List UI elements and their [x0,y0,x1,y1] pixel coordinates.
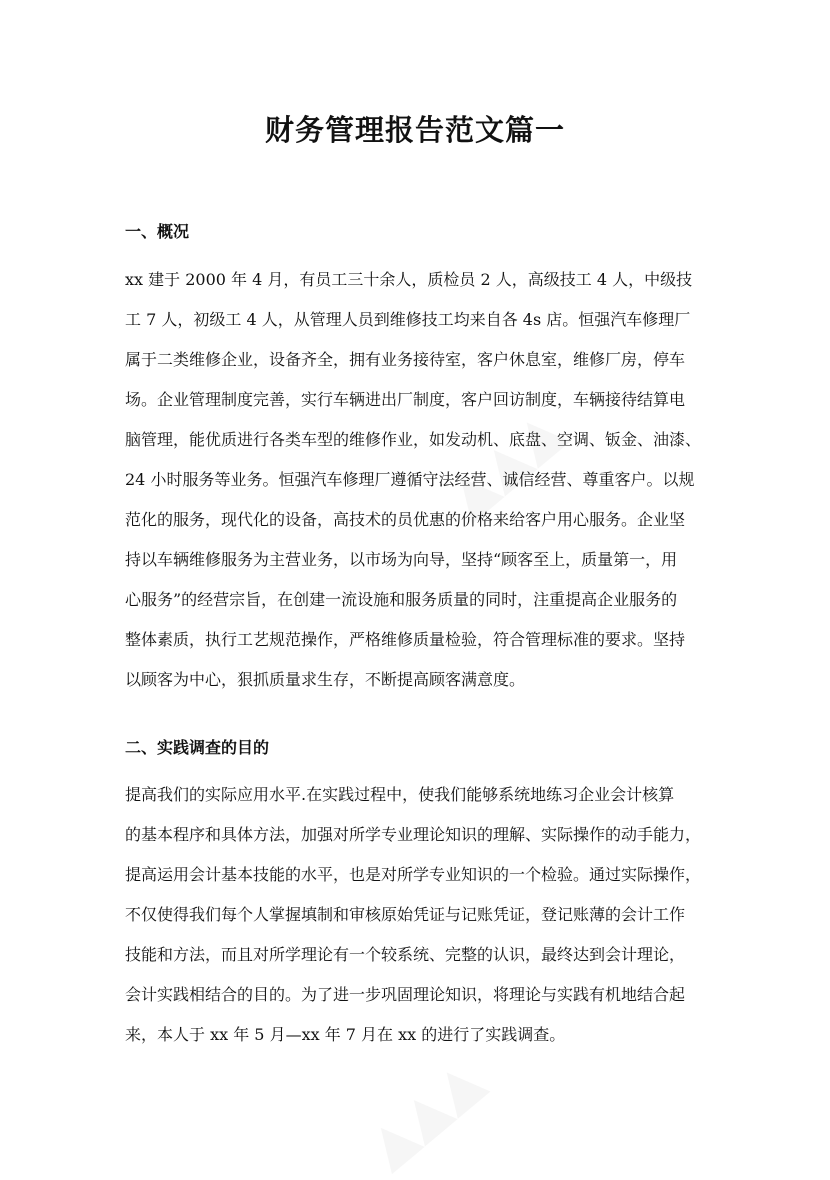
section-paragraph [125,775,710,1055]
section-heading: 二、实践调查的目的 [125,738,270,757]
text-line: 提高运用会计基本技能的水平，也是对所学专业知识的一个检验。通过实际操作， [125,865,702,884]
text-line: 心服务”的经营宗旨，在创建一流设施和服务质量的同时，注重提高企业服务的 [125,590,678,609]
text-line: 脑管理，能优质进行各类车型的维修作业，如发动机、底盘、空调、钣金、油漆、 [125,430,702,449]
text-line: 以顾客为中心，狠抓质量求生存，不断提高顾客满意度。 [125,670,526,689]
text-line: 持以车辆维修服务为主营业务，以市场为向导，坚持“顾客至上，质量第一，用 [125,550,678,569]
section-overview [125,222,710,700]
text-line: xx 建于 2000 年 4 月，有员工三十余人，质检员 2 人，高级技工 4 人，中级技 [125,270,693,289]
text-line: 场。企业管理制度完善，实行车辆进出厂制度，客户回访制度，车辆接待结算电 [125,390,686,409]
text-line: 技能和方法，而且对所学理论有一个较系统、完整的认识，最终达到会计理论， [125,945,686,964]
text-line: 不仅使得我们每个人掌握填制和审核原始凭证与记账凭证，登记账薄的会计工作 [125,905,686,924]
section-paragraph [125,260,710,700]
text-line: 属于二类维修企业，设备齐全，拥有业务接待室，客户休息室，维修厂房，停车 [125,350,686,369]
document-title: 财务管理报告范文篇一 [264,113,565,147]
text-line: 整体素质，执行工艺规范操作，严格维修质量检验，符合管理标准的要求。坚持 [125,630,686,649]
text-line: 24 小时服务等业务。恒强汽车修理厂遵循守法经营、诚信经营、尊重客户。以规 [125,470,695,489]
watermark [354,1046,495,1180]
text-line: 会计实践相结合的目的。为了进一步巩固理论知识，将理论与实践有机地结合起 [125,985,686,1004]
section-purpose [125,738,710,1055]
text-line: 范化的服务，现代化的设备，高技术的员优惠的价格来给客户用心服务。企业坚 [125,510,686,529]
text-line: 提高我们的实际应用水平.在实践过程中，使我们能够系统地练习企业会计核算 [125,785,675,804]
section-heading: 一、概况 [125,222,190,241]
text-line: 来，本人于 xx 年 5 月—xx 年 7 月在 xx 的进行了实践调查。 [125,1025,566,1044]
text-line: 的基本程序和具体方法，加强对所学专业理论知识的理解、实际操作的动手能力， [125,825,702,844]
text-line: 工 7 人，初级工 4 人，从管理人员到维修技工均来自各 4s 店。恒强汽车修理厂 [125,310,691,329]
